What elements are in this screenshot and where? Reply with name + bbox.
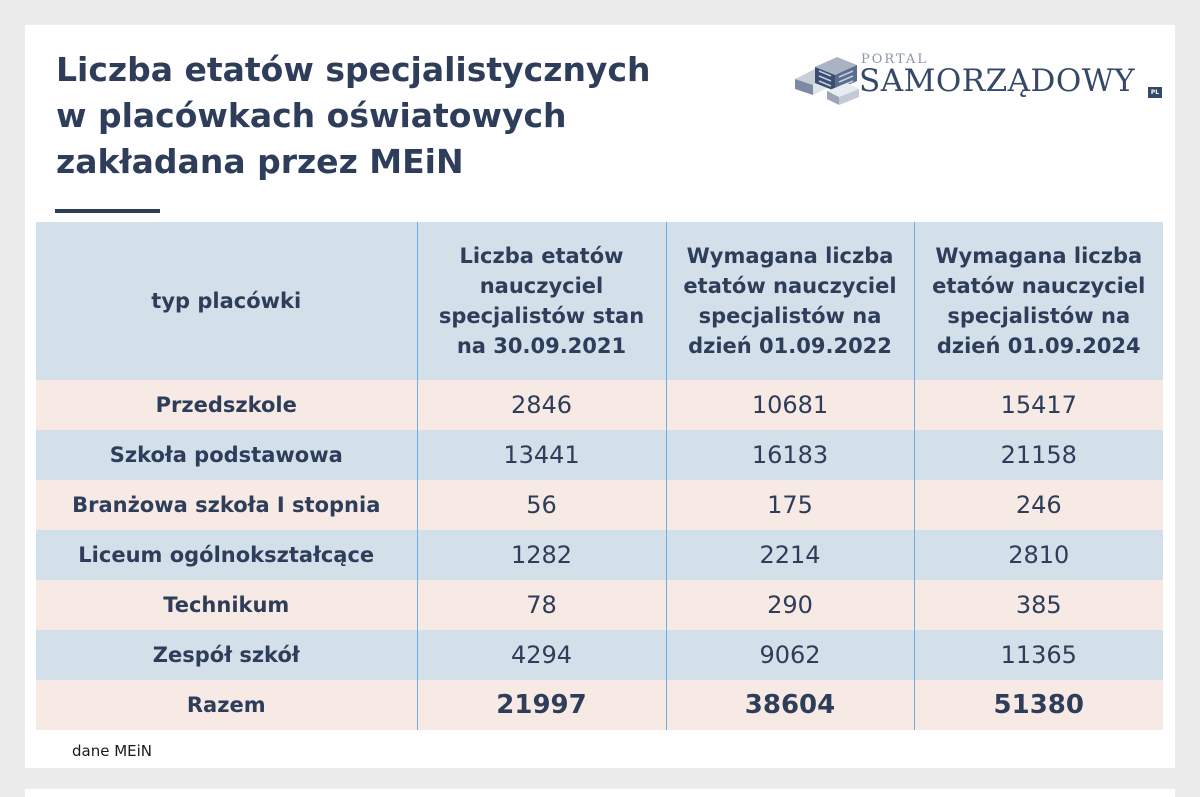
column-header: Liczba etatów nauczyciel specjalistów stan na 30.09.2021 [417, 222, 666, 380]
table-cell: 15417 [914, 380, 1163, 430]
table-row-total [36, 680, 1163, 730]
table-cell: 2846 [417, 380, 666, 430]
logo-tld-badge: PL [1148, 87, 1162, 98]
row-label: Szkoła podstawowa [36, 430, 417, 480]
table-cell: 38604 [666, 680, 914, 730]
table-cell: 56 [417, 480, 666, 530]
table-row [36, 630, 1163, 680]
table-cell: 4294 [417, 630, 666, 680]
table-cell: 16183 [666, 430, 914, 480]
table-cell: 1282 [417, 530, 666, 580]
table-cell: 78 [417, 580, 666, 630]
table-cell: 290 [666, 580, 914, 630]
table-cell: 246 [914, 480, 1163, 530]
table-row [36, 380, 1163, 430]
bottom-strip [25, 789, 1175, 797]
title-line-1: Liczba etatów specjalistycznych [56, 50, 651, 89]
title-line-3: zakładana przez MEiN [56, 142, 464, 181]
source-note: dane MEiN [72, 742, 153, 760]
logo-name-text: SAMORZĄDOWY [859, 63, 1136, 99]
table-cell: 13441 [417, 430, 666, 480]
table-cell: 11365 [914, 630, 1163, 680]
row-label: Technikum [36, 580, 417, 630]
row-label: Razem [36, 680, 417, 730]
table-header-row [36, 222, 1163, 380]
table-cell: 21997 [417, 680, 666, 730]
table-row [36, 530, 1163, 580]
title-underline [55, 209, 160, 213]
table-cell: 175 [666, 480, 914, 530]
infographic-card [25, 25, 1175, 768]
table-cell: 2810 [914, 530, 1163, 580]
title-line-2: w placówkach oświatowych [56, 96, 567, 135]
table-cell: 9062 [666, 630, 914, 680]
column-header: Wymagana liczba etatów nauczyciel specjalistów na dzień 01.09.2024 [914, 222, 1163, 380]
row-label: Liceum ogólnokształcące [36, 530, 417, 580]
row-label: Przedszkole [36, 380, 417, 430]
row-label: Zespół szkół [36, 630, 417, 680]
column-header: Wymagana liczba etatów nauczyciel specjalistów na dzień 01.09.2022 [666, 222, 914, 380]
portal-samorzadowy-logo [793, 49, 1165, 109]
table-row [36, 430, 1163, 480]
data-table [36, 222, 1163, 730]
table-cell: 51380 [914, 680, 1163, 730]
column-header: typ placówki [36, 222, 417, 380]
table-row [36, 480, 1163, 530]
table-cell: 21158 [914, 430, 1163, 480]
table-cell: 385 [914, 580, 1163, 630]
table-cell: 10681 [666, 380, 914, 430]
page-title [56, 47, 676, 185]
logo-portal-text: PORTAL [861, 52, 928, 67]
row-label: Branżowa szkoła I stopnia [36, 480, 417, 530]
table-row [36, 580, 1163, 630]
buildings-logo-icon [793, 51, 863, 107]
table-cell: 2214 [666, 530, 914, 580]
